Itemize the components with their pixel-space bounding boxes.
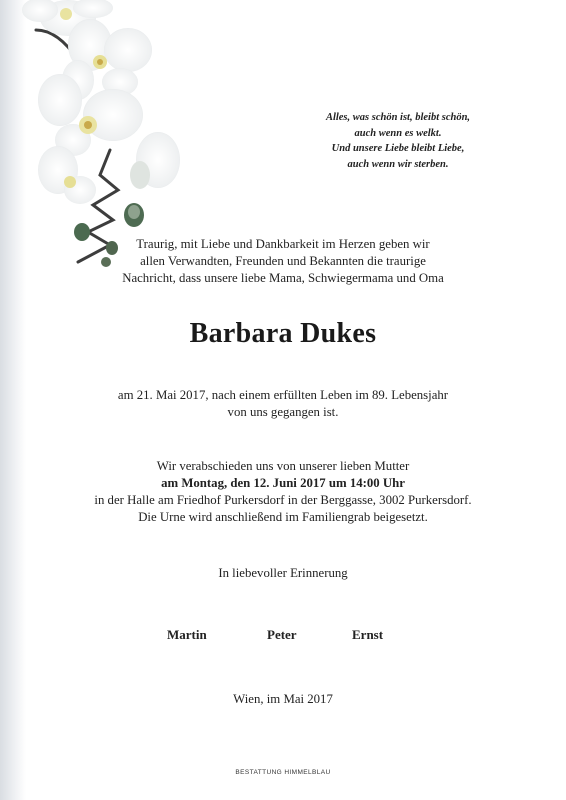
funeral-location: in der Halle am Friedhof Purkersdorf in der Berggasse, 3002 Purkersdorf. [94,493,472,507]
funeral-date: am Montag, den 12. Juni 2017 um 14:00 Uhr [161,476,405,490]
orchid-decoration-icon [18,0,188,270]
intro-line: Nachricht, dass unsere liebe Mama, Schwiegermama und Oma [122,271,444,285]
place-date: Wien, im Mai 2017 [233,692,333,706]
intro-line: Traurig, mit Liebe und Dankbarkeit im Herzen geben wir [136,237,430,251]
intro-line: allen Verwandten, Freunden und Bekannten die traurige [140,254,426,268]
quote-line: auch wenn wir sterben. [347,158,449,170]
intro-text [0,236,566,287]
quote-block [300,110,496,172]
funeral-line: Wir verabschieden uns von unserer lieben Mutter [156,459,410,473]
quote-line: Und unsere Liebe bleibt Liebe, [331,143,465,154]
memory-text: In liebevoller Erinnerung [218,566,348,580]
death-line: am 21. Mai 2017, nach einem erfüllten Leben im 89. Lebensjahr [117,388,449,402]
quote-line: Alles, was schön ist, bleibt schön, [325,112,471,123]
signer-name: Peter [267,627,297,642]
signer-name: Ernst [352,627,384,642]
death-line: von uns gegangen ist. [227,405,339,419]
funeral-details [0,458,566,526]
footer-imprint: BESTATTUNG HIMMELBLAU [235,769,331,776]
deceased-name: Barbara Dukes [189,318,377,349]
funeral-urn-note: Die Urne wird anschließend im Familiengrab beigesetzt. [138,510,428,524]
signer-name: Martin [167,627,207,642]
death-notice [0,387,566,421]
quote-line: auch wenn es welkt. [354,127,442,139]
